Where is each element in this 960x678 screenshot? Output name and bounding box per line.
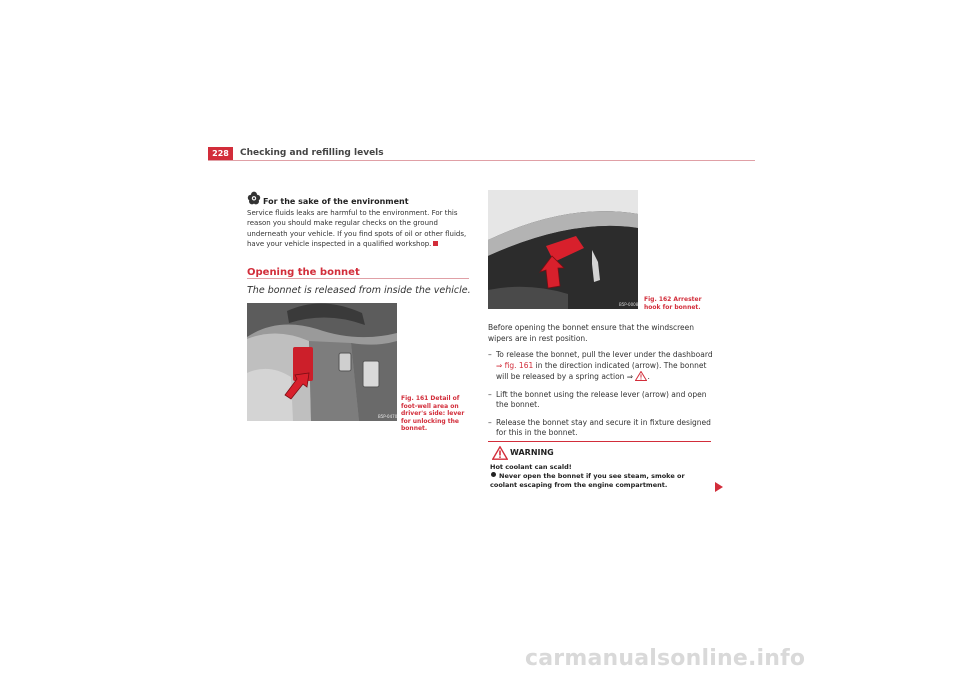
step-3-text: Release the bonnet stay and secure it in fixture designed for this in the bonnet. xyxy=(496,417,711,437)
step-dash: – xyxy=(488,389,492,399)
step-1-text-a: To release the bonnet, pull the lever under the dashboard xyxy=(496,350,713,359)
section-rule xyxy=(247,278,469,279)
instructions-lead: Before opening the bonnet ensure that the windscreen wipers are in rest position. xyxy=(488,323,695,343)
section-intro: The bonnet is released from inside the vehicle. xyxy=(247,285,471,296)
fig-161-link[interactable]: ⇒ fig. 161 xyxy=(496,360,534,370)
warning-line-2: Never open the bonnet if you see steam, smoke or coolant escaping from the engine compartment. xyxy=(490,472,685,489)
environment-title: For the sake of the environment xyxy=(263,197,409,206)
watermark: carmanualsonline.info xyxy=(525,646,806,671)
warning-body xyxy=(490,463,712,490)
figure-162-code: B5P-0008 xyxy=(619,302,638,307)
warning-line-1: Hot coolant can scald! xyxy=(490,463,572,471)
environment-text xyxy=(247,208,469,249)
step-dash: – xyxy=(488,417,492,427)
section-end-marker xyxy=(433,241,438,246)
figure-162-caption: Fig. 162 Arrester hook for bonnet. xyxy=(644,296,702,311)
figure-162-arrester-hook-image xyxy=(488,190,638,309)
step-dash: – xyxy=(488,350,492,359)
instructions xyxy=(488,323,713,446)
warning-reference-icon[interactable] xyxy=(635,371,647,381)
step-release-lever: – To release the bonnet, pull the lever under the dashboard ⇒ fig. 161 in the direction indicated (arrow). The bonnet will be released by a spring action ⇒ . xyxy=(488,350,713,381)
step-1-text-b: in the direction indicated (arrow). The bonnet will be released by a spring action ⇒ xyxy=(496,360,707,381)
step-secure-stay xyxy=(488,418,713,439)
warning-triangle-icon xyxy=(492,446,508,460)
figure-161-caption: Fig. 161 Detail of foot-well area on driver's side: lever for unlocking the bonnet. xyxy=(401,395,465,432)
warning-line-2-wrap xyxy=(490,472,712,490)
figure-161-footwell-image xyxy=(247,303,397,421)
section-title: Opening the bonnet xyxy=(247,267,360,278)
continue-arrow-icon xyxy=(715,482,723,492)
warning-title: WARNING xyxy=(510,448,554,457)
page-number: 228 xyxy=(208,147,233,161)
step-2-text: Lift the bonnet using the release lever (arrow) and open the bonnet. xyxy=(496,389,707,409)
environment-paragraph: Service fluids leaks are harmful to the environment. For this reason you should make regular checks on the ground underneath your vehicle. If you find spots of oil or other fluids, have your vehicle inspected in a qualified workshop. xyxy=(247,209,467,248)
bullet-icon xyxy=(491,472,496,477)
flower-icon xyxy=(247,191,261,205)
running-title: Checking and refilling levels xyxy=(240,148,384,158)
figure-161-code: B5P-0470 xyxy=(378,414,397,419)
header-rule xyxy=(208,160,755,161)
step-lift-bonnet xyxy=(488,390,713,411)
